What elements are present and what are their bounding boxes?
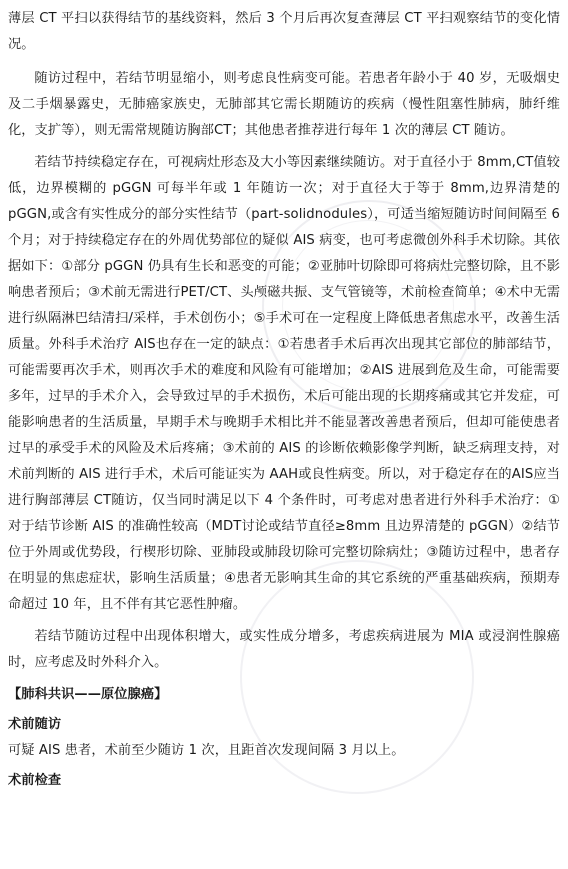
subsection-title-preop-exam: 术前检查 [8, 773, 62, 788]
subsection-title-preop-followup: 术前随访 [8, 717, 62, 732]
subsection-text-preop-followup: 可疑 AIS 患者，术前至少随访 1 次，且距首次发现间隔 3 月以上。 [8, 743, 405, 758]
paragraph-ct-baseline: 薄层 CT 平扫以获得结节的基线资料，然后 3 个月后再次复查薄层 CT 平扫观察结节的变化情况。 [8, 11, 560, 52]
paragraph-nodule-growth: 若结节随访过程中出现体积增大，或实性成分增多，考虑疾病进展为 MIA 或浸润性腺癌时，应考虑及时外科介入。 [8, 629, 560, 670]
section-title: 【肺科共识——原位腺癌】 [8, 687, 168, 702]
paragraph-nodule-stable: 若结节持续稳定存在，可视病灶形态及大小等因素继续随访。对于直径小于 8mm,CT值较低，边界模糊的 pGGN 可每半年或 1 年随访一次；对于直径大于等于 8mm,边界清楚的pGGN,或含有实性成分的部分实性结节（part-solidnodules），可适当缩短随访时间间隔至 6 个月；对于持续稳定存在的外周优势部位的疑似 AIS 病变，也可考虑微创外科手术切除。其依据如下：①部分 pGGN 仍具有生长和恶变的可能；②亚肺叶切除即可将病灶完整切除，且不影响患者预后；③术前无需进行PET/CT、头颅磁共振、支气管镜等，术前检查简单；④术中无需进行纵隔淋巴结清扫/采样，手术创伤小；⑤手术可在一定程度上降低患者焦虑水平，改善生活质量。外科手术治疗 AIS也存在一定的缺点：①若患者手术后再次出现其它部位的肺部结节，可能需要再次手术，则再次手术的难度和风险有可能增加；②AIS 进展到危及生命，可能需要多年，过早的手术介入，会导致过早的手术损伤，术后可能出现的长期疼痛或其它并发症，可能影响患者的生活质量，早期手术与晚期手术相比并不能显著改善患者预后，但却可能使患者过早的承受手术的风险及术后疼痛；③术前的 AIS 的诊断依赖影像学判断，缺乏病理支持，对术前判断的 AIS 进行手术，术后可能证实为 AAH或良性病变。所以，对于稳定存在的AIS应当进行胸部薄层 CT随访，仅当同时满足以下 4 个条件时，可考虑对患者进行外科手术治疗：①对于结节诊断 AIS 的准确性较高（MDT讨论或结节直径≥8mm 且边界清楚的 pGGN）②结节位于外周或优势段，行楔形切除、亚肺段或肺段切除可完整切除病灶；③随访过程中，患者存在明显的焦虑症状，影响生活质量；④患者无影响其生命的其它系统的严重基础疾病，预期寿命超过 10 年，且不伴有其它恶性肿瘤。 [8, 155, 560, 612]
paragraph-nodule-shrink: 随访过程中，若结节明显缩小，则考虑良性病变可能。若患者年龄小于 40 岁，无吸烟史及二手烟暴露史，无肺癌家族史，无肺部其它需长期随访的疾病（慢性阻塞性肺病，肺纤维化，支扩等），则无需常规随访胸部CT；其他患者推荐进行每年 1 次的薄层 CT 随访。 [8, 71, 560, 138]
